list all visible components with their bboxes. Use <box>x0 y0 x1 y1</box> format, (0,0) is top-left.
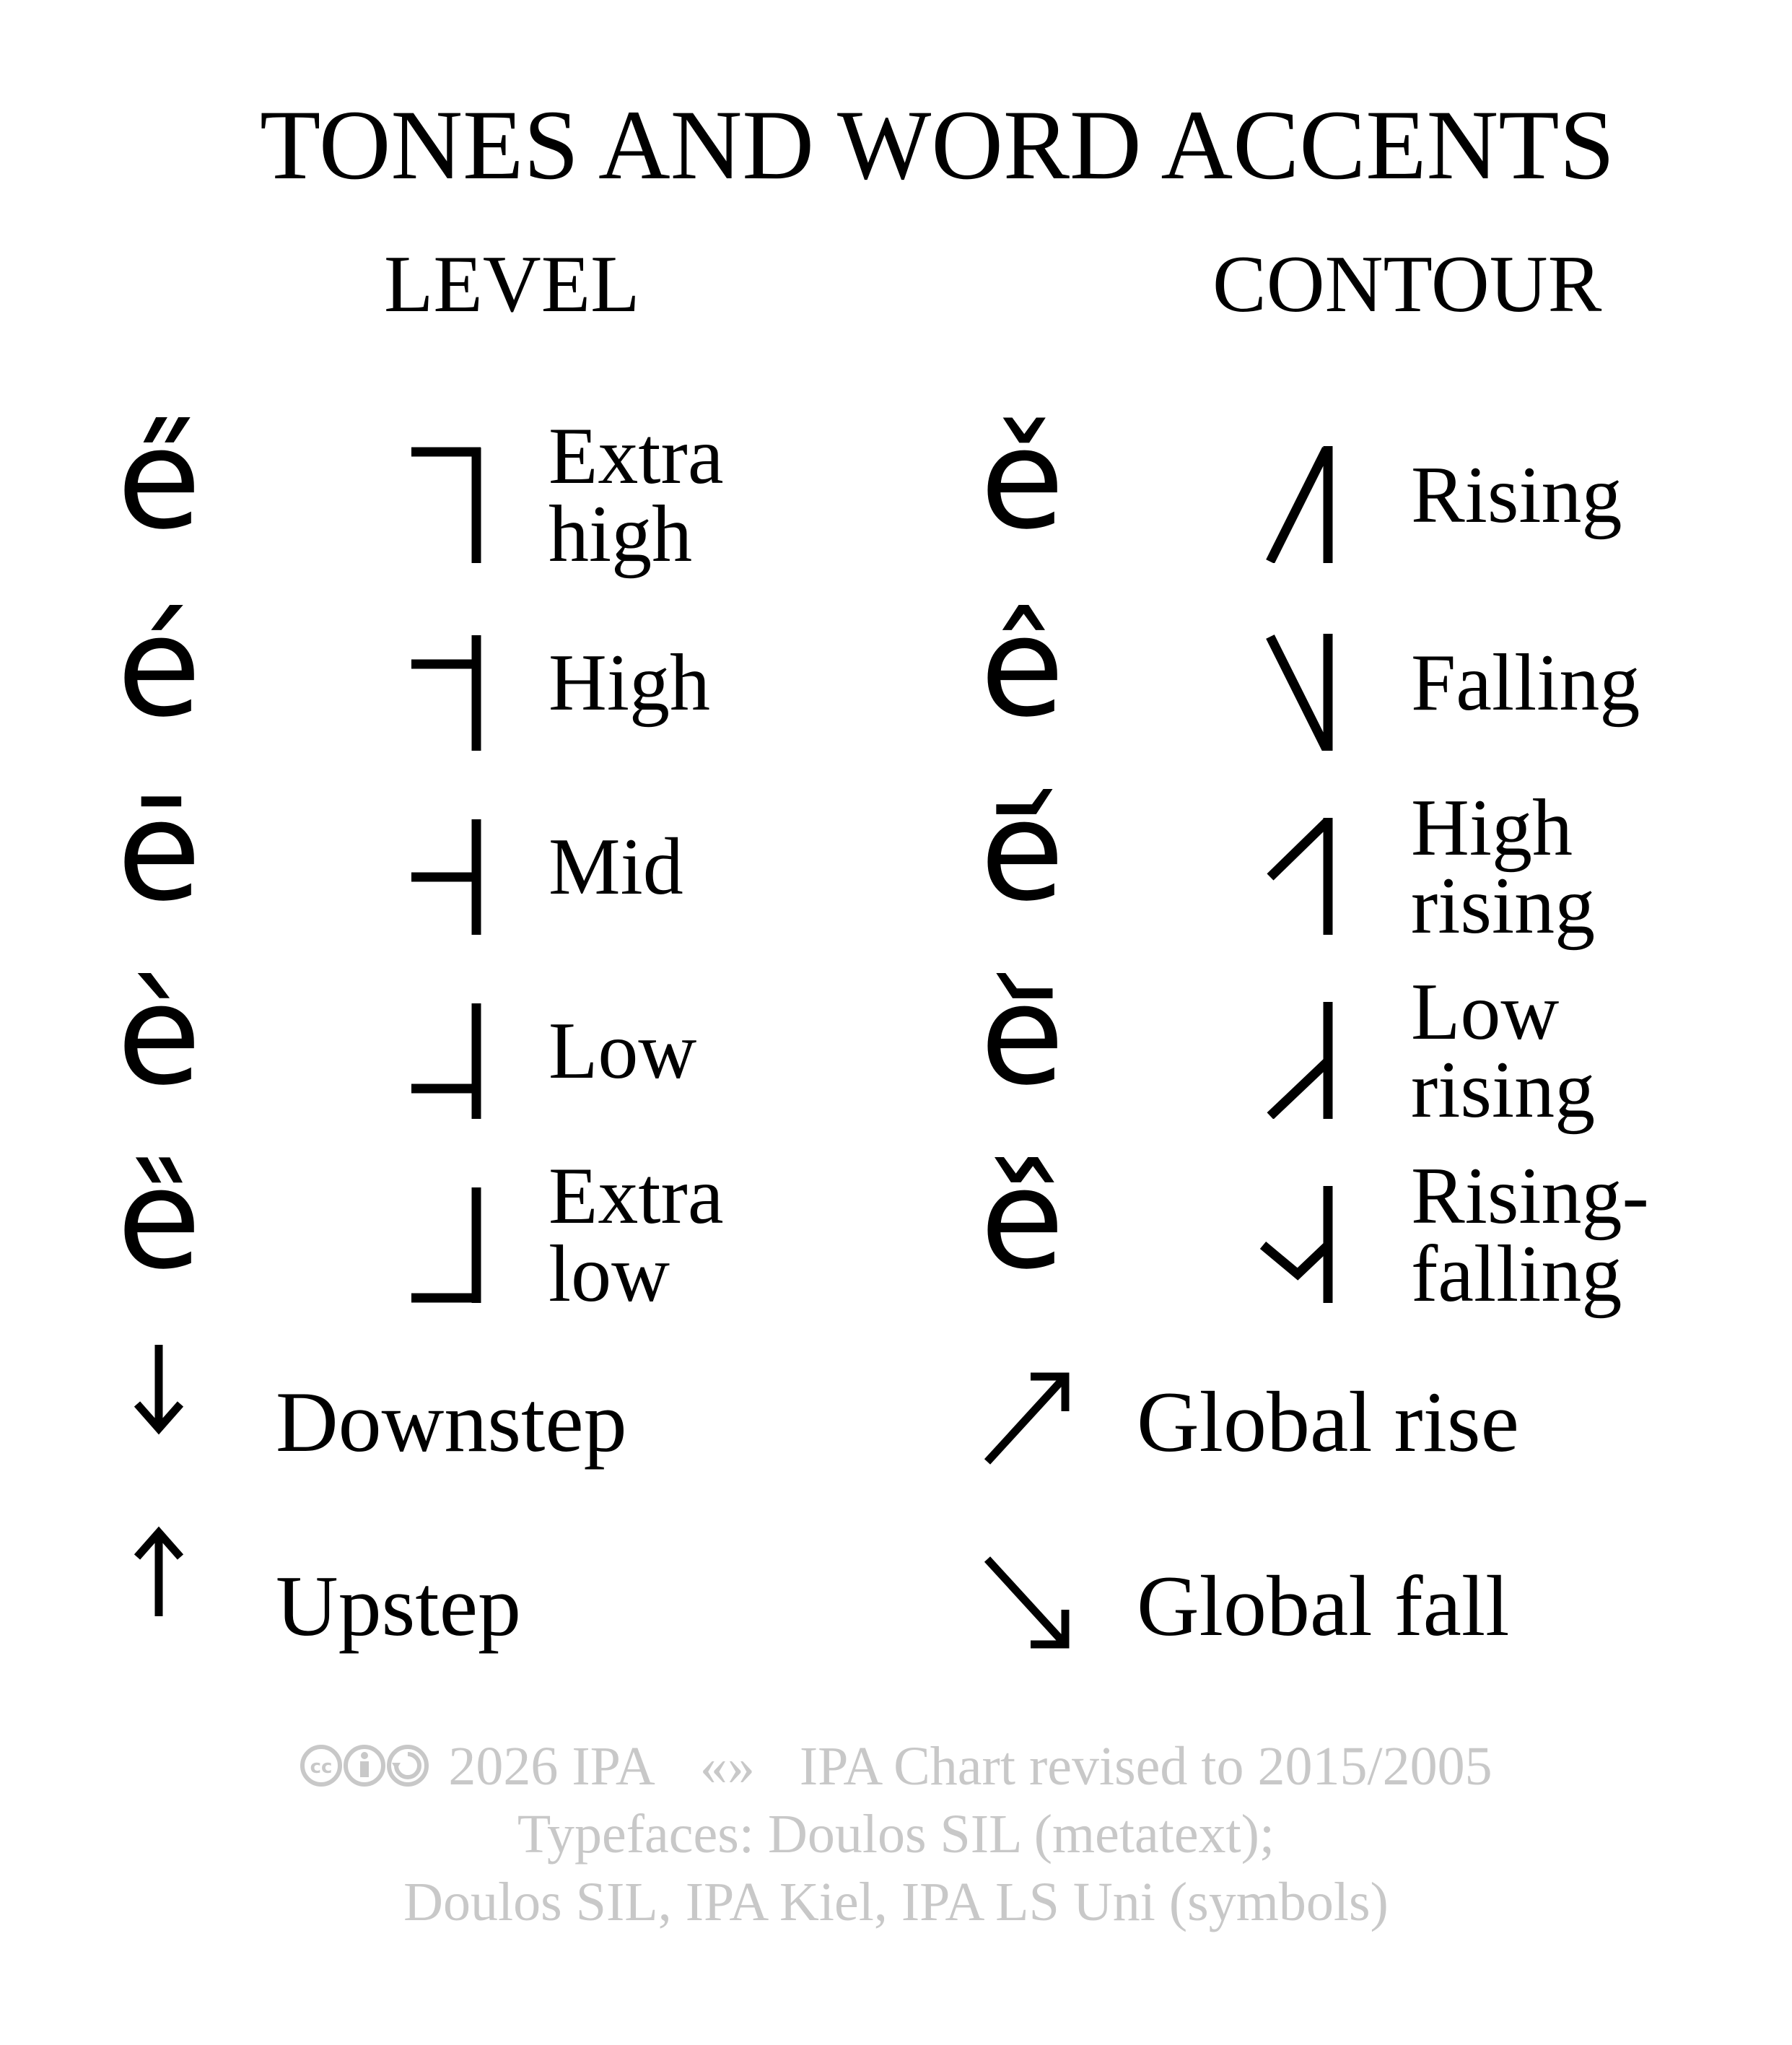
footer-typefaces-1: Typefaces: Doulos SIL (metatext); <box>517 1804 1275 1865</box>
extra-high-tone-bar-icon <box>404 440 491 563</box>
global-fall-label: Global fall <box>1137 1558 1510 1654</box>
downstep-label: Downstep <box>276 1374 627 1470</box>
contour-symbol: ě <box>980 400 1065 559</box>
cc-icon <box>302 1747 340 1784</box>
high-tone-bar-icon <box>404 628 491 751</box>
cc-license-icons <box>300 1743 429 1789</box>
contour-label: Falling <box>1411 638 1640 728</box>
contour-label: Low rising <box>1411 967 1596 1135</box>
contour-symbol: e᷈ <box>980 1140 1065 1299</box>
tone-row-4 <box>0 956 1792 1141</box>
tone-row-3 <box>0 772 1792 956</box>
high-rising-tone-bar-icon <box>1256 812 1342 935</box>
level-label: Extra low <box>548 1151 724 1319</box>
footer-copyright: 2026 IPA <box>448 1736 655 1797</box>
contour-label: Rising- falling <box>1411 1151 1649 1319</box>
upstep-label: Upstep <box>276 1558 521 1654</box>
svg-text:cc: cc <box>310 1756 333 1778</box>
global-rise-arrow-icon <box>980 1368 1074 1469</box>
footer-line-1 <box>0 1732 1792 1800</box>
level-label: High <box>548 638 710 728</box>
level-label: Mid <box>548 822 683 912</box>
by-icon <box>346 1747 383 1784</box>
footer-guillemets: «» <box>699 1736 755 1797</box>
page-title: TONES AND WORD ACCENTS <box>260 90 1615 200</box>
footer-typefaces-2: Doulos SIL, IPA Kiel, IPA LS Uni (symbols) <box>403 1872 1389 1932</box>
level-symbol: ē <box>117 772 201 931</box>
footer <box>0 1732 1792 1936</box>
contour-symbol: ê <box>980 588 1065 747</box>
level-symbol: é <box>117 588 201 747</box>
heading-level: LEVEL <box>384 240 640 329</box>
level-label: Low <box>548 1006 697 1096</box>
sa-icon <box>389 1747 427 1784</box>
footer-revision: IPA Chart revised to 2015/2005 <box>799 1736 1492 1797</box>
contour-symbol: e᷄ <box>980 772 1065 931</box>
level-symbol: ȅ <box>117 1140 201 1299</box>
low-rising-tone-bar-icon <box>1256 996 1342 1119</box>
contour-label: High rising <box>1411 783 1596 951</box>
upstep-arrow-icon <box>123 1519 217 1621</box>
contour-label: Rising <box>1411 450 1622 540</box>
level-symbol: è <box>117 956 201 1115</box>
heading-contour: CONTOUR <box>1212 240 1602 329</box>
rising-falling-tone-bar-icon <box>1256 1180 1342 1303</box>
downstep-arrow-icon <box>123 1339 217 1440</box>
low-tone-bar-icon <box>404 996 491 1119</box>
extra-low-tone-bar-icon <box>404 1180 491 1303</box>
level-symbol: e̋ <box>117 400 201 559</box>
global-rise-label: Global rise <box>1137 1374 1519 1470</box>
level-label: Extra high <box>548 411 724 579</box>
tone-row-1 <box>0 400 1792 585</box>
rising-tone-bar-icon <box>1256 440 1342 563</box>
global-fall-arrow-icon <box>980 1552 1074 1653</box>
mid-tone-bar-icon <box>404 812 491 935</box>
falling-tone-bar-icon <box>1256 628 1342 751</box>
tone-row-2 <box>0 588 1792 772</box>
tone-row-5 <box>0 1140 1792 1325</box>
contour-symbol: e᷅ <box>980 956 1065 1115</box>
